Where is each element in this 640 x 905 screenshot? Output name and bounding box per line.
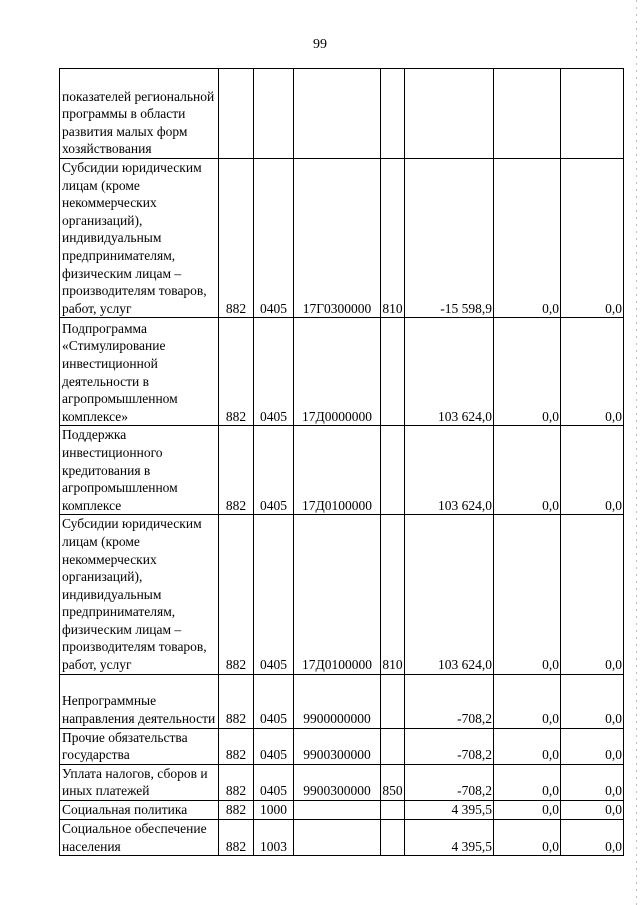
table-row xyxy=(60,764,624,800)
ministry-code: 882 xyxy=(219,764,254,800)
table-row xyxy=(60,159,624,318)
row-name: Прочие обязательства государства xyxy=(60,728,219,764)
ministry-code: 882 xyxy=(219,728,254,764)
amount-year-2: 0,0 xyxy=(494,515,561,674)
target-article-code: 17Д0000000 xyxy=(294,318,381,426)
table-row xyxy=(60,426,624,515)
budget-table xyxy=(59,68,624,856)
ministry-code: 882 xyxy=(219,801,254,820)
row-name: Субсидии юридическим лицам (кроме некоммерческих организаций), индивидуальным предпринимателям, физическим лицам – производителям товаров, работ, услуг xyxy=(60,159,219,318)
target-article-code: 17Г0300000 xyxy=(294,159,381,318)
expense-type-code: 810 xyxy=(381,159,405,318)
scan-edge-artifact xyxy=(636,0,637,905)
ministry-code: 882 xyxy=(219,318,254,426)
expense-type-code xyxy=(381,728,405,764)
table-row xyxy=(60,728,624,764)
amount-year-2 xyxy=(494,69,561,159)
row-name: Уплата налогов, сборов и иных платежей xyxy=(60,764,219,800)
ministry-code: 882 xyxy=(219,159,254,318)
section-code: 1003 xyxy=(254,820,294,856)
amount-year-2: 0,0 xyxy=(494,801,561,820)
expense-type-code: 850 xyxy=(381,764,405,800)
amount-year-1: 103 624,0 xyxy=(405,318,494,426)
row-name: Субсидии юридическим лицам (кроме некоммерческих организаций), индивидуальным предпринимателям, физическим лицам – производителям товаров, работ, услуг xyxy=(60,515,219,674)
amount-year-2: 0,0 xyxy=(494,820,561,856)
amount-year-3: 0,0 xyxy=(561,801,624,820)
expense-type-code xyxy=(381,820,405,856)
table-row xyxy=(60,318,624,426)
section-code xyxy=(254,69,294,159)
amount-year-1: -15 598,9 xyxy=(405,159,494,318)
table-row xyxy=(60,69,624,159)
section-code: 0405 xyxy=(254,426,294,515)
target-article-code xyxy=(294,69,381,159)
expense-type-code xyxy=(381,801,405,820)
amount-year-3: 0,0 xyxy=(561,159,624,318)
expense-type-code xyxy=(381,426,405,515)
expense-type-code: 810 xyxy=(381,515,405,674)
expense-type-code xyxy=(381,69,405,159)
table-row xyxy=(60,801,624,820)
ministry-code: 882 xyxy=(219,426,254,515)
target-article-code: 17Д0100000 xyxy=(294,515,381,674)
amount-year-1: 4 395,5 xyxy=(405,820,494,856)
expense-type-code xyxy=(381,318,405,426)
table-row xyxy=(60,515,624,674)
amount-year-2: 0,0 xyxy=(494,674,561,728)
target-article-code: 9900300000 xyxy=(294,764,381,800)
amount-year-3: 0,0 xyxy=(561,674,624,728)
target-article-code: 17Д0100000 xyxy=(294,426,381,515)
row-name: Поддержка инвестиционного кредитования в агропромышленном комплексе xyxy=(60,426,219,515)
ministry-code: 882 xyxy=(219,820,254,856)
amount-year-2: 0,0 xyxy=(494,159,561,318)
amount-year-1: -708,2 xyxy=(405,728,494,764)
ministry-code xyxy=(219,69,254,159)
budget-table-body xyxy=(60,69,624,856)
amount-year-1: -708,2 xyxy=(405,764,494,800)
amount-year-3: 0,0 xyxy=(561,820,624,856)
amount-year-1 xyxy=(405,69,494,159)
ministry-code: 882 xyxy=(219,515,254,674)
amount-year-1: 103 624,0 xyxy=(405,426,494,515)
table-row xyxy=(60,820,624,856)
target-article-code xyxy=(294,820,381,856)
section-code: 0405 xyxy=(254,515,294,674)
amount-year-3: 0,0 xyxy=(561,515,624,674)
amount-year-1: 103 624,0 xyxy=(405,515,494,674)
amount-year-2: 0,0 xyxy=(494,318,561,426)
page-number: 99 xyxy=(313,37,327,52)
section-code: 0405 xyxy=(254,764,294,800)
target-article-code: 9900000000 xyxy=(294,674,381,728)
section-code: 0405 xyxy=(254,728,294,764)
amount-year-3: 0,0 xyxy=(561,728,624,764)
amount-year-3: 0,0 xyxy=(561,426,624,515)
row-name: Социальная политика xyxy=(60,801,219,820)
section-code: 0405 xyxy=(254,318,294,426)
amount-year-2: 0,0 xyxy=(494,426,561,515)
section-code: 0405 xyxy=(254,674,294,728)
expense-type-code xyxy=(381,674,405,728)
section-code: 0405 xyxy=(254,159,294,318)
row-name: показателей региональной программы в области развития малых форм хозяйствования xyxy=(60,69,219,159)
section-code: 1000 xyxy=(254,801,294,820)
row-name: Непрограммные направления деятельности xyxy=(60,674,219,728)
amount-year-2: 0,0 xyxy=(494,728,561,764)
ministry-code: 882 xyxy=(219,674,254,728)
amount-year-2: 0,0 xyxy=(494,764,561,800)
table-row xyxy=(60,674,624,728)
amount-year-3: 0,0 xyxy=(561,764,624,800)
amount-year-3: 0,0 xyxy=(561,318,624,426)
row-name: Подпрограмма «Стимулирование инвестиционной деятельности в агропромышленном комплексе» xyxy=(60,318,219,426)
row-name: Социальное обеспечение населения xyxy=(60,820,219,856)
amount-year-1: -708,2 xyxy=(405,674,494,728)
amount-year-3 xyxy=(561,69,624,159)
target-article-code xyxy=(294,801,381,820)
target-article-code: 9900300000 xyxy=(294,728,381,764)
amount-year-1: 4 395,5 xyxy=(405,801,494,820)
